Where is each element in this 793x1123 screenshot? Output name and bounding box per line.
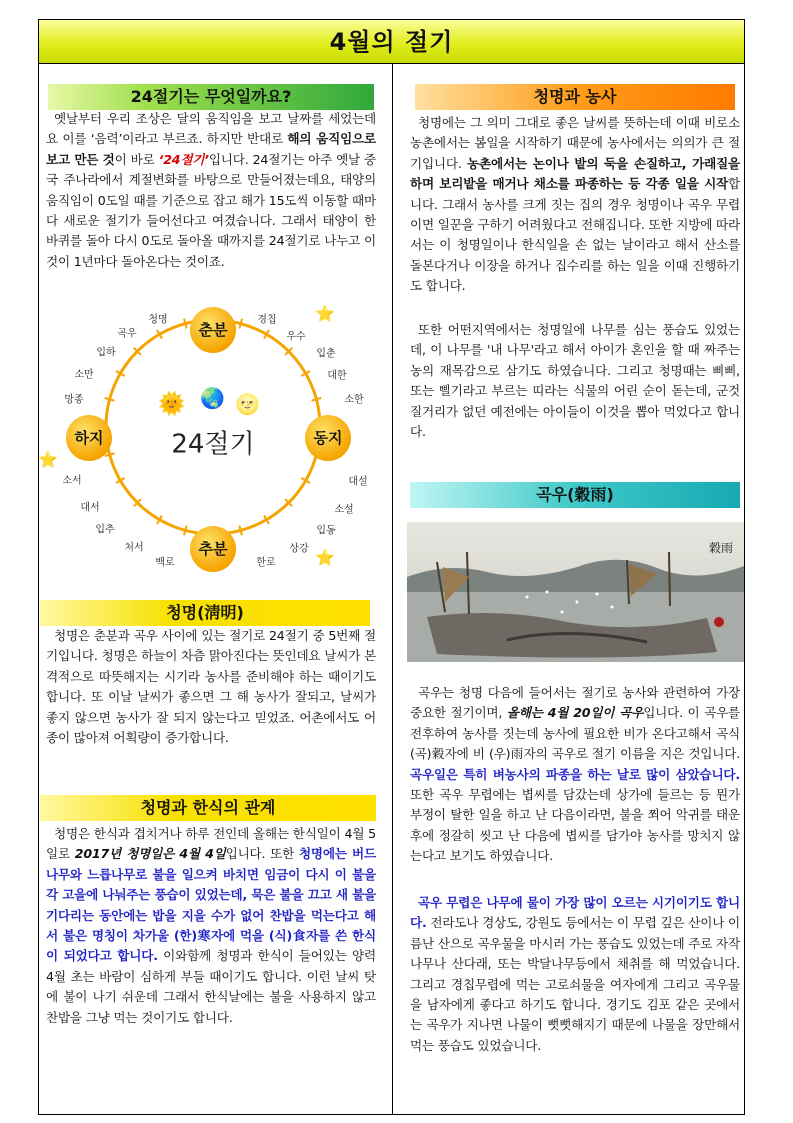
ring-tick [239,319,242,329]
ring-tick [105,398,115,401]
text-run: 이와함께 청명과 한식이 들어있는 양력 4월 초는 바람이 심하게 부들 때이기도 합니다. 이런 날씨 탓에 불이 나기 쉬운데 그래서 한식날에는 불을 사용하지 않고 찬밥을 그냥 먹는 것이기도 합니다. [46,948,376,1025]
node-chubun: 추분 [190,526,236,572]
text-run: 입니다. 24절기는 아주 옛날 중국 주나라에서 계절변화를 바탕으로 만들어졌는데요, 태양의 움직임이 0도일 때를 기준으로 잡고 해가 15도씩 이동할 때마다 새로운 절기가 들어선다고 여겼습니다. 그래서 태양이 한 바퀴를 돌아 다시 0도로 돌아올 때까지를 24절기로 나누고 이것이 1년마다 돌아온다는 것이죠. [46,151,376,269]
paragraph-24-terms [46,109,376,272]
text-run: 입니다. 이 곡우를 전후하여 농사를 짓는데 농사에 필요한 비가 온다고해서 곡식 (곡)穀자에 비 (우)雨자의 곡우로 절기 이름을 지은 것입니다. [410,705,740,762]
ring-tick [184,526,187,536]
diagram-center-label: 24절기 [171,429,255,460]
text-run-bold: 농촌에서는 논이나 밭의 둑을 손질하고, 가래질을 하며 보리밭을 매거나 채소를 파종하는 등 각종 일을 시작 [410,155,740,192]
text-run-blue: 곡우 무렵은 나무에 물이 가장 많이 오르는 시기이기도 합니다. [410,895,740,931]
text-run: 옛날부터 우리 조상은 달의 움직임을 보고 날짜를 세었는데요 이를 ‘음력’이라고 부르죠. 하지만 반대로 [46,111,376,147]
ring-tick [184,319,187,329]
moon-face-icon: 🌝 [235,392,260,416]
term-label: 입하 [96,347,116,359]
24-terms-diagram [34,296,368,586]
term-label: 소서 [62,475,82,487]
ring-tick [239,526,242,536]
heading-hansik [40,795,376,821]
paragraph-cheongmyeong: 청명은 춘분과 곡우 사이에 있는 절기로 24절기 중 5번째 절기입니다. 청명은 하늘이 차츰 맑아진다는 뜻인데요 날씨가 본격적으로 따뜻해지는 시기라 농사를 준비해야 하는 때이기도 합니다. 또 이날 날씨가 좋으면 그 해 농사가 잘되고, 날씨가 좋지 않으면 농사가 잘 되지 않는다고 믿었죠. 어촌에서도 어종이 많아져 어획량이 증가합니다. [46,628,376,746]
text-run-red: ‘24절기’ [158,151,209,167]
sun-face-icon: 🌞 [158,392,186,417]
heading-hansik-text: 청명과 한식의 관계 [140,798,276,817]
node-dongji: 동지 [305,415,351,461]
term-label: 곡우 [117,328,137,340]
term-label: 소한 [344,394,364,406]
page-title: 4월의 절기 [329,28,454,56]
earth-icon: 🌏 [200,386,225,410]
term-label: 망종 [64,394,84,406]
text-run-blue: 청명에는 버드나무와 느릅나무로 불을 일으켜 바치면 임금이 다시 이 불을 각 고을에 나눠주는 풍습이 있었는데, 묵은 불을 끄고 새 불을 기다리는 동안에는 밥을 지을 수가 없어 찬밥을 먹는다고 해서 불은 명칭이 차가울 (한)寒자에 먹을 (식)食자를 쓴 한식이 되었다고 합니다. [46,846,376,964]
heading-nongsa [415,84,735,110]
text-run-bold: 해의 움직임으로 보고 만든 것 [46,131,376,167]
term-label: 한로 [256,557,276,569]
term-label: 입동 [316,525,336,537]
node-chunbun: 춘분 [190,307,236,353]
term-label: 소설 [334,504,354,516]
heading-24-terms-text: 24절기는 무엇일까요? [130,87,292,106]
heading-24-terms [48,84,374,110]
text-run: 입니다. 또한 [225,846,299,862]
text-run: 합니다. 그래서 농사를 크게 짓는 집의 경우 청명이나 곡우 무렵이면 일꾼을 구하기 어려웠다고 전해집니다. 또한 지방에 따라서는 이 청명일이나 한식일을 손 없는 날이라고 해서 산소를 돌본다거나 이장을 하거나 집수리를 하는 일을 이때 진행하기도 합니다. [410,176,740,294]
gogu-painting [407,522,744,662]
text-run: 전라도나 경상도, 강원도 등에서는 이 무렵 깊은 산이나 이름난 산으로 곡우물을 마시러 가는 풍습도 있었는데 주로 자작나무나 산다래, 또는 박달나무등에서 채취를 해 먹었습니다. 그리고 경칩무렵에 먹는 고로쇠물을 여자에게 그리고 곡우물을 남자에게 좋다고 하기도 합니다. 경기도 김포 같은 곳에서는 곡우가 지나면 나물이 뻣뻣해지기 때문에 나물을 장만해서 먹는 풍습도 있었습니다. [410,915,740,1053]
painting-illustration [407,522,744,662]
term-label: 대설 [348,476,368,488]
heading-gogu [410,482,740,508]
heading-cheongmyeong [40,600,370,626]
star-icon: ⭐ [315,548,335,567]
paragraph-gogu-1 [410,683,740,867]
text-run: 청명은 한식과 겹치거나 하루 전인데 올해는 한식일이 4월 5일로 [46,826,376,862]
term-label: 소만 [74,369,94,381]
term-label: 우수 [286,331,306,343]
paragraph-nongsa-1 [410,113,740,297]
star-icon: ⭐ [315,304,335,323]
text-run-bold-italic: 2017년 청명일은 4월 4일 [74,846,226,862]
paragraph-hansik [46,824,376,1028]
text-run-blue: 곡우일은 특히 벼농사의 파종을 하는 날로 많이 삼았습니다. [410,766,740,782]
term-label: 대서 [80,502,100,514]
page-title-bar [39,20,744,64]
paragraph-nongsa-2: 또한 어떤지역에서는 청명일에 나무를 심는 풍습도 있었는데, 이 나무를 '내 나무'라고 해서 아이가 혼인을 할 때 짜주는 농의 재목감으로 삼기도 하였습니다. 그리고 청명때는 삐삐, 또는 삘기라고 부르는 띠라는 식물의 어린 순이 돋는데, 군것질거리가 없던 예전에는 아이들이 이것을 뽑아 먹었다고 합니다. [410,322,740,440]
heading-nongsa-text: 청명과 농사 [533,87,617,106]
text-run: 또한 곡우 무렵에는 볍씨를 담갔는데 상가에 들르는 등 뭔가 부정이 탈한 일을 하고 난 다음이라면, 불을 쬐어 악귀를 태운 후에 정갈히 씻고 난 다음에 볍씨를 담가야 농사를 망치지 않는다고 보기도 하였습니다. [410,787,740,864]
column-divider [392,64,393,1115]
term-label: 처서 [124,542,144,554]
text-run-bold-italic: 올해는 4월 20일이 곡우 [506,705,644,721]
term-label: 경칩 [257,314,277,326]
term-label: 입추 [95,524,115,536]
text-run: 청명에는 그 의미 그대로 좋은 날씨를 뜻하는데 이때 비로소 농촌에서는 봄일을 시작하기 때문에 농사에서는 의의가 큰 절기입니다. [410,115,740,171]
ring-tick [312,398,322,401]
term-label: 백로 [155,557,175,569]
text-run: 이 바로 [114,151,159,167]
star-icon: ⭐ [38,450,58,469]
term-label: 대한 [327,370,347,382]
term-label: 청명 [148,314,168,326]
heading-cheongmyeong-text: 청명(淸明) [166,603,244,622]
term-label: 상강 [289,543,309,555]
heading-gogu-text: 곡우(穀雨) [536,485,614,504]
text-run: 곡우는 청명 다음에 들어서는 절기로 농사와 관련하여 가장 중요한 절기이며, [410,685,740,721]
term-label: 입춘 [316,348,336,360]
painting-caption: 穀雨 [709,541,734,555]
ring-tick [105,453,115,456]
paragraph-gogu-2 [410,893,740,1056]
node-haji: 하지 [66,415,112,461]
